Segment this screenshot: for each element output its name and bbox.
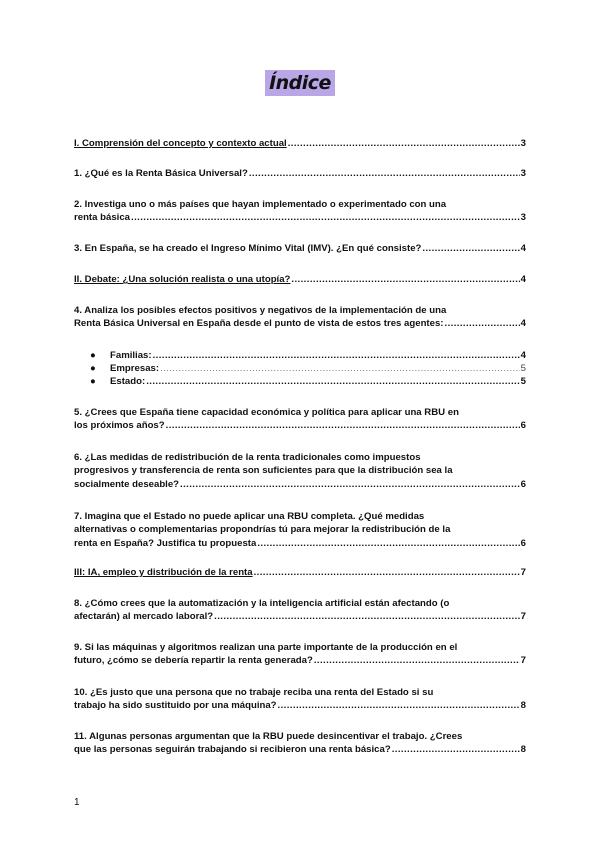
toc-entry-line: 7. Imagina que el Estado no puede aplicar una RBU completa. ¿Qué medidas [74,511,425,522]
toc-question-11[interactable] [74,730,526,757]
toc-bullet-estado[interactable] [90,375,526,388]
toc-page-number: 4 [520,243,526,254]
toc-entry-line: 2. Investiga uno o más países que hayan implementado o experimentado con una [74,199,447,210]
toc-entry-text: 3. En España, se ha creado el Ingreso Mínimo Vital (IMV). ¿En qué consiste? [74,243,422,254]
toc-entry-text: Empresas: [110,363,160,374]
toc-question-10[interactable] [74,686,526,713]
toc-entry-line: 10. ¿Es justo que una persona que no trabaje reciba una renta del Estado si su [74,687,434,698]
toc-question-3[interactable] [74,242,526,255]
bullet-icon: ● [90,376,96,387]
toc-entry-text: 1. ¿Qué es la Renta Básica Universal? [74,168,248,179]
dot-leader [422,242,519,255]
toc-page-number: 4 [520,350,526,361]
dot-leader [314,654,520,667]
toc-question-2[interactable] [74,198,526,225]
toc-page-number: 6 [520,420,526,432]
dot-leader [166,419,520,432]
dot-leader [146,375,519,388]
toc-bullet-empresas[interactable] [90,362,526,375]
dot-leader [288,137,520,150]
toc-entry-text: trabajo ha sido sustituido por una máquina? [74,700,277,712]
dot-leader [160,362,520,375]
dot-leader [257,537,519,550]
toc-entry-text: afectarán) al mercado laboral? [74,611,214,623]
toc-entry-text: III: IA, empleo y distribución de la renta [74,567,253,578]
toc-page-number: 4 [520,318,526,330]
toc-entry-text: I. Comprensión del concepto y contexto actual [74,138,287,149]
toc-question-4[interactable] [74,304,526,331]
bullet-icon: ● [90,363,96,374]
toc-page-number: 5 [520,363,526,374]
toc-entry-line: 8. ¿Cómo crees que la automatización y la inteligencia artificial están afectando (o [74,598,450,609]
dot-leader [249,167,520,180]
toc-entry-text: los próximos años? [74,420,165,432]
toc-page-number: 3 [520,168,526,179]
toc-question-6[interactable] [74,451,526,491]
dot-leader [291,273,519,286]
toc-section-i[interactable] [74,137,526,150]
toc-question-8[interactable] [74,597,526,624]
toc-entry-text: renta en España? Justifica tu propuesta [74,537,257,549]
toc-page-number: 7 [520,567,526,578]
toc-entry-text: socialmente deseable? [74,478,180,490]
toc-entry-line: 4. Analiza los posibles efectos positivos y negativos de la implementación de una [74,305,447,316]
dot-leader [254,566,520,579]
dot-leader [180,478,520,491]
toc-page-number: 8 [520,700,526,712]
toc-page-number: 6 [520,537,526,549]
bullet-icon: ● [90,350,96,361]
dot-leader [278,699,520,712]
dot-leader [445,317,520,330]
toc-question-9[interactable] [74,641,526,668]
toc-question-1[interactable] [74,167,526,180]
toc-page-number: 5 [520,376,526,387]
dot-leader [131,211,520,224]
toc-entry-text: renta básica [74,212,130,224]
toc-page-number: 7 [520,611,526,623]
dot-leader [153,349,520,362]
page-footer-number: 1 [74,797,80,808]
dot-leader [392,743,520,756]
toc-section-ii[interactable] [74,273,526,286]
toc-page-number: 4 [520,274,526,285]
toc-section-iii[interactable] [74,566,526,579]
toc-entry-text: Estado: [110,376,146,387]
toc-page-number: 3 [520,138,526,149]
index-title: Índice [265,70,335,96]
dot-leader [214,610,519,623]
toc-entry-line: progresivos y transferencia de renta son suficientes para que la distribución sea la [74,465,453,477]
toc-entry-text: Renta Básica Universal en España desde el punto de vista de estos tres agentes: [74,318,444,330]
toc-page-number: 3 [520,212,526,224]
toc-entry-text: futuro, ¿cómo se debería repartir la renta generada? [74,655,313,667]
toc-entry-line: alternativas o complementarias propondrías tú para mejorar la redistribución de la [74,524,451,536]
toc-page-number: 6 [520,478,526,490]
toc-bullet-familias[interactable] [90,349,526,362]
toc-question-5[interactable] [74,406,526,433]
toc-entry-text: II. Debate: ¿Una solución realista o una utopía? [74,274,291,285]
toc-page-number: 8 [520,744,526,756]
toc-entry-line: 11. Algunas personas argumentan que la RBU puede desincentivar el trabajo. ¿Crees [74,731,463,742]
toc-page-number: 7 [520,655,526,667]
title-wrapper [0,70,600,96]
toc-entry-line: 6. ¿Las medidas de redistribución de la renta tradicionales como impuestos [74,452,421,463]
toc-question-7[interactable] [74,510,526,550]
toc-entry-line: 5. ¿Crees que España tiene capacidad económica y política para aplicar una RBU en [74,407,459,418]
toc-entry-text: Familias: [110,350,152,361]
toc-entry-text: que las personas seguirán trabajando si recibieron una renta básica? [74,744,391,756]
toc-entry-line: 9. Si las máquinas y algoritmos realizan una parte importante de la producción en el [74,642,458,653]
